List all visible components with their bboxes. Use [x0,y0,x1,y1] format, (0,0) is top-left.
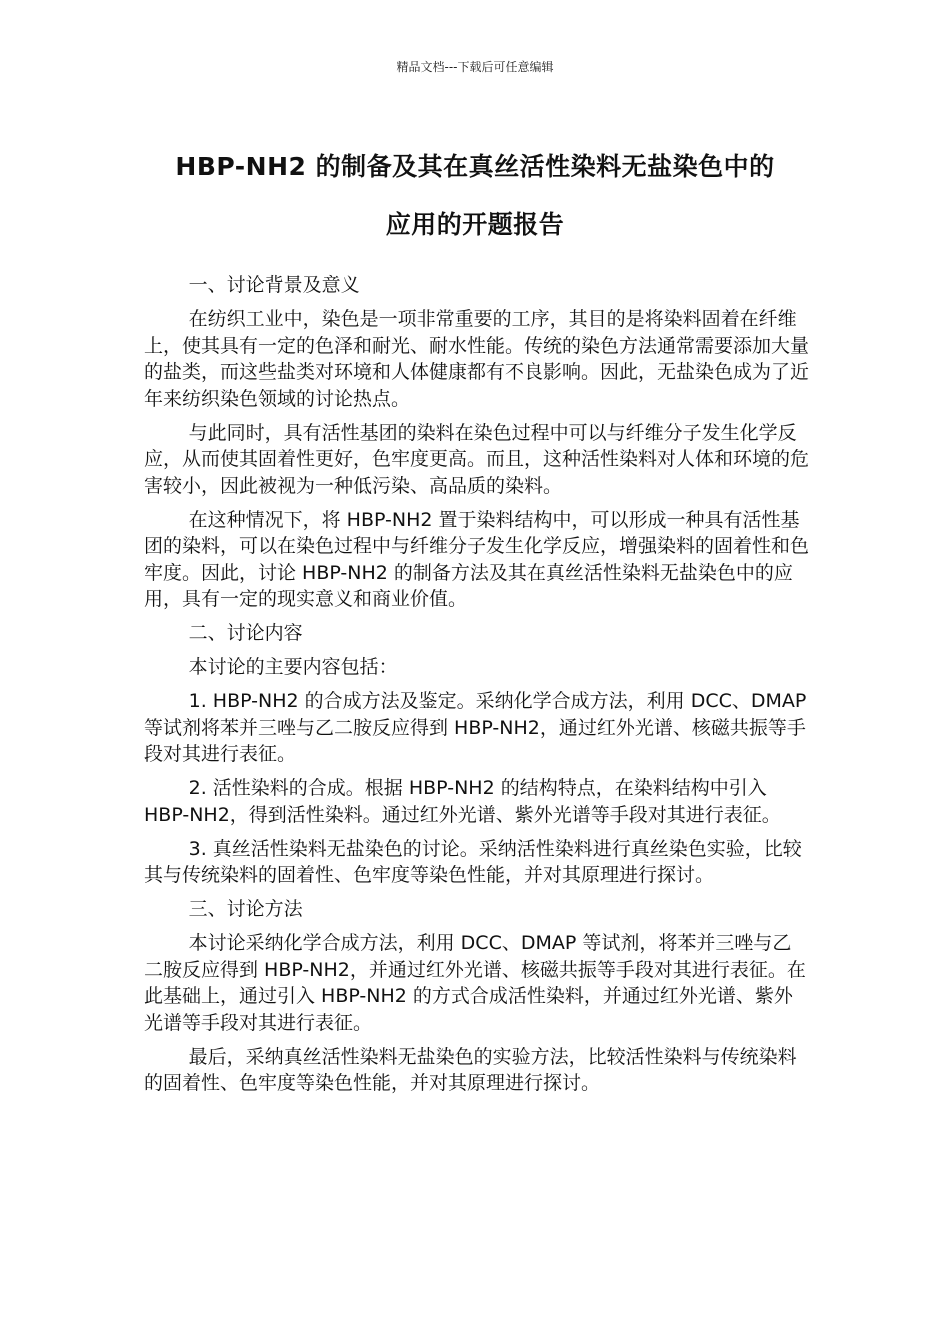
list-item: 1. HBP-NH2 的合成方法及鉴定。采纳化学合成方法，利用 DCC、DMAP 等试剂将苯并三唑与乙二胺反应得到 HBP-NH2，通过红外光谱、核磁共振等手段对其进行表征。 [144,690,807,765]
paragraph: 在纺织工业中，染色是一项非常重要的工序，其目的是将染料固着在纤维上，使其具有一定的色泽和耐光、耐水性能。传统的染色方法通常需要添加大量的盐类，而这些盐类对环境和人体健康都有不良影响。因此，无盐染色成为了近年来纺织染色领域的讨论热点。 [144,308,810,410]
list-item: 3. 真丝活性染料无盐染色的讨论。采纳活性染料进行真丝染色实验，比较其与传统染料的固着性、色牢度等染色性能，并对其原理进行探讨。 [144,837,802,886]
paragraph: 本讨论的主要内容包括： [188,656,398,678]
section-heading-methods: 三、讨论方法 [188,898,303,920]
title-line-2: 应用的开题报告 [385,210,565,239]
paragraph: 在这种情况下，将 HBP-NH2 置于染料结构中，可以形成一种具有活性基团的染料，可以在染色过程中与纤维分子发生化学反应，增强染料的固着性和色牢度。因此，讨论 HBP-NH2 的制备方法及其在真丝活性染料无盐染色中的应用，具有一定的现实意义和商业价值。 [144,508,810,610]
paragraph: 与此同时，具有活性基团的染料在染色过程中可以与纤维分子发生化学反应，从而使其固着性更好，色牢度更高。而且，这种活性染料对人体和环境的危害较小，因此被视为一种低污染、高品质的染料。 [144,421,810,497]
document-title [140,138,810,254]
page-header: 精品文档---下载后可任意编辑 [396,60,554,74]
paragraph: 最后，采纳真丝活性染料无盐染色的实验方法，比较活性染料与传统染料的固着性、色牢度等染色性能，并对其原理进行探讨。 [144,1045,797,1094]
section-heading-background: 一、讨论背景及意义 [188,274,360,296]
document-body [144,272,810,1104]
section-heading-content: 二、讨论内容 [188,622,303,644]
title-line-1: HBP-NH2 的制备及其在真丝活性染料无盐染色中的 [175,152,775,181]
paragraph: 本讨论采纳化学合成方法，利用 DCC、DMAP 等试剂，将苯并三唑与乙二胺反应得到 HBP-NH2，并通过红外光谱、核磁共振等手段对其进行表征。在此基础上，通过引入 HBP-NH2 的方式合成活性染料，并通过红外光谱、紫外光谱等手段对其进行表征。 [144,932,806,1034]
list-item: 2. 活性染料的合成。根据 HBP-NH2 的结构特点，在染料结构中引入 HBP-NH2，得到活性染料。通过红外光谱、紫外光谱等手段对其进行表征。 [144,777,781,826]
